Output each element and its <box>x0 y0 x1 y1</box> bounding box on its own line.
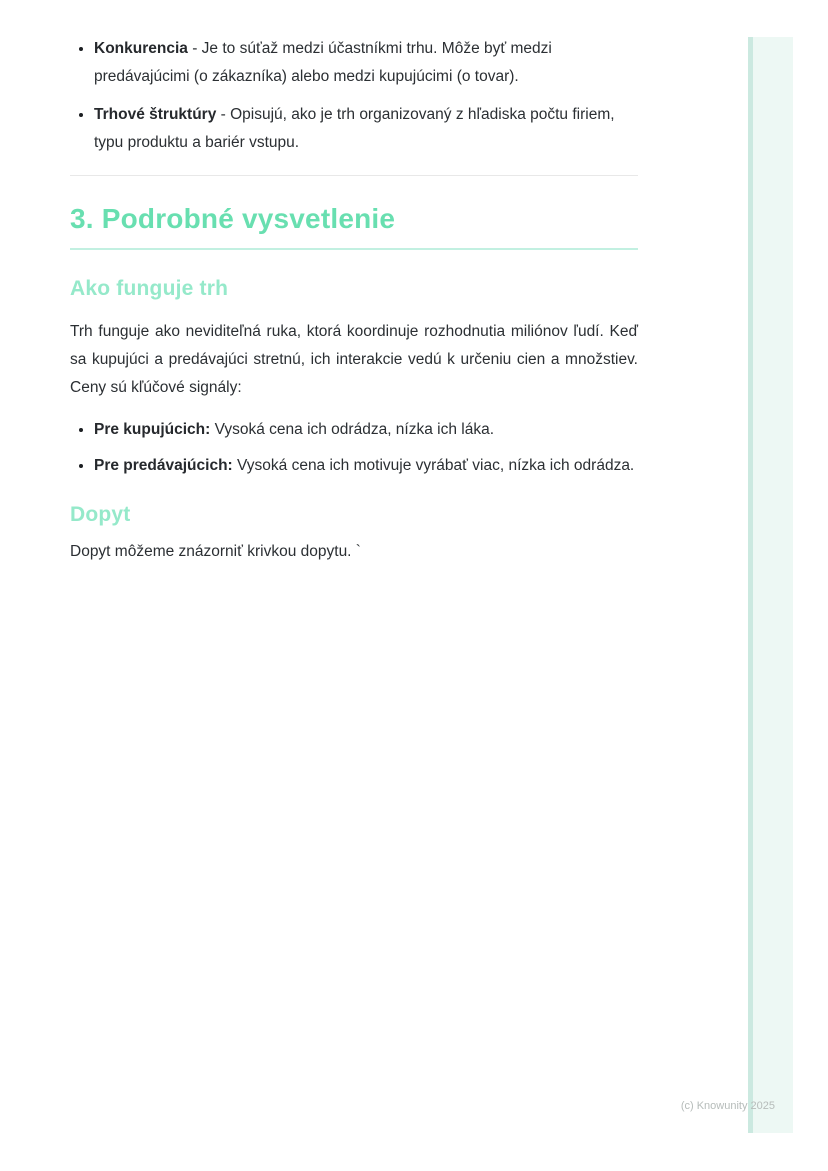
term-description: Vysoká cena ich odrádza, nízka ich láka. <box>210 421 495 438</box>
term-label: Trhové štruktúry <box>94 106 217 123</box>
list-item-pre-predavajucich <box>94 451 638 480</box>
paragraph-trh-funguje: Trh funguje ako neviditeľná ruka, ktorá koordinuje rozhodnutia miliónov ľudí. Keď sa kupujúci a predávajúci stretnú, ich interakcie vedú k určeniu cien a množstiev. Ceny sú kľúčové signály: <box>70 323 638 396</box>
list-item-konkurencia <box>94 34 638 91</box>
market-terms-list <box>70 34 638 157</box>
copyright-footer: (c) Knowunity 2025 <box>680 1100 775 1112</box>
term-description: - Je to súťaž medzi účastníkmi trhu. Môže byť medzi predávajúcimi (o zákazníka) alebo medzi kupujúcimi (o tovar). <box>94 40 552 85</box>
list-item-pre-kupujucich <box>94 415 638 444</box>
document-content <box>70 0 638 566</box>
term-description: - Opisujú, ako je trh organizovaný z hľadiska počtu firiem, typu produktu a bariér vstupu. <box>94 106 615 151</box>
paragraph-dopyt: Dopyt môžeme znázorniť krivkou dopytu. ` <box>70 543 361 560</box>
subsection-heading-ako-funguje-trh: Ako funguje trh <box>70 277 229 300</box>
section-divider <box>70 175 638 176</box>
price-signals-list <box>70 415 638 480</box>
term-label: Pre kupujúcich: <box>94 421 211 438</box>
page-edge-stripe <box>748 37 793 1133</box>
list-item-trhove-struktury <box>94 100 638 157</box>
subsection-heading-dopyt: Dopyt <box>70 503 131 526</box>
term-label: Konkurencia <box>94 40 188 57</box>
term-label: Pre predávajúcich: <box>94 457 233 474</box>
section-heading: 3. Podrobné vysvetlenie <box>70 202 638 250</box>
term-description: Vysoká cena ich motivuje vyrábať viac, nízka ich odrádza. <box>232 457 635 474</box>
